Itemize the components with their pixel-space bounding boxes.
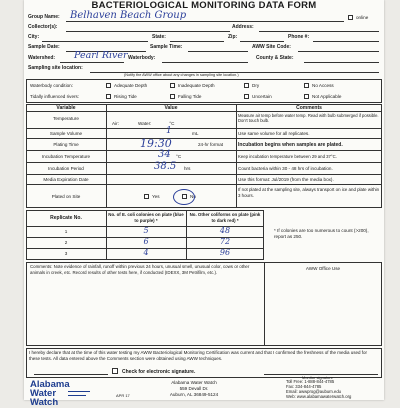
footer-web: Web: www.alabamawaterwatch.org [286,394,352,399]
row-inc-temp-unit: °C [176,154,182,159]
dry-label: Dry [252,83,260,88]
plated-no-label: No [190,194,196,199]
row-inc-period-value[interactable]: 38.5 [154,161,177,172]
header-value: Value [164,105,178,111]
header-variable: Variable [56,105,76,111]
certification-text: I hereby declare that at the time of this water testing my AWW Bacteriological Monitoring Certification was current and that I confirmed the freshness of the media used for these tests. All data entered above the Comments section were obtained using AWW techniques. [29,350,367,361]
uncertain-label: Uncertain [252,94,272,99]
rep-row-3-other[interactable]: 96 [219,248,231,257]
address-line[interactable] [259,31,379,32]
row-volume-variable: Sample Volume [49,131,83,136]
county-state-line[interactable] [304,62,379,63]
logo-wave-icon [68,395,86,396]
adequate-depth-checkbox[interactable] [106,83,111,88]
rep-row-1-other[interactable]: 48 [219,226,231,235]
footer-fax: Fax: 334-844-4785 [286,384,322,389]
rising-tide-label: Rising Tide [114,94,137,99]
footer-date-code: APR 17 [116,393,130,398]
table-header-rule [26,111,382,112]
row-plating-unit: 24-hr format [198,142,224,147]
address-label: Address: [232,24,254,30]
office-use-label: AWW Office Use [305,266,341,271]
notify-note: (Notify the AWW office about any changes in sampling site location.) [124,73,239,77]
rep-row-3-ecoli[interactable]: 4 [143,248,149,257]
form-title: BACTERIOLOGICAL MONITORING DATA FORM [91,0,317,11]
rep-header-no: Replicate No. [50,215,82,221]
adequate-depth-label: Adequate Depth [114,83,148,88]
sample-date-label: Sample Date: [28,44,60,50]
row-rule [26,174,382,175]
row-plated-variable: Plated on Site [51,194,81,199]
electronic-signature-label: Check for electronic signature. [122,369,196,375]
city-label: City: [28,34,40,40]
electronic-signature-checkbox[interactable] [112,368,118,374]
aww-site-code-line[interactable] [298,51,379,52]
row-temperature-comment: Measure air temp before water temp. Read with bulb submerged if possible. Don't touch bulb. [238,113,379,124]
footer-tollfree: Toll Free: 1-888-844-4785 [286,379,335,384]
monitor-signature-label: Monitor signature [302,375,333,380]
comments-instructions: Comments: Note evidence of rainfall, runoff within previous 24 hours, unusual smell, unusual color, cows or other animals in creek, etc. Record results of other tests here, if conducted (IDEXX, 3M Petrifilm, etc.). [30,264,250,275]
waterbody-line[interactable] [162,62,248,63]
row-rule [26,162,382,163]
uncertain-checkbox[interactable] [244,94,249,99]
row-inc-period-comment: Count bacteria within 30 - 48 hrs of incubation. [238,166,333,171]
zip-label: Zip: [228,34,238,40]
dry-checkbox[interactable] [244,83,249,88]
row-plating-comment: Incubation begins when samples are plated. [238,142,343,148]
footer-org: Alabama Water Watch [171,380,217,385]
row-rule [26,184,382,185]
rep-header-other: No. Other coliforms on plate (pink to dark red) * [189,212,261,223]
data-form-page [24,0,384,408]
rep-row-2-ecoli[interactable]: 6 [143,237,149,246]
rep-row-3-no: 3 [64,251,68,256]
waterbody-label: Waterbody: [128,55,156,61]
rep-row-1-ecoli[interactable]: 5 [143,226,149,235]
row-inc-period-unit: hrs [184,166,191,171]
table-divider-1 [106,104,107,208]
logo-wave-icon [68,391,90,392]
row-plating-variable: Plating Time [53,142,79,147]
collectors-line[interactable] [66,31,230,32]
row-inc-period-variable: Incubation Period [48,166,84,171]
watershed-line [60,62,124,63]
row-inc-temp-variable: Incubation Temperature [41,154,91,159]
logo-line-3: Watch [30,397,59,408]
row-media-comment: Use this format: Jul/2019 (from the media box). [238,177,334,182]
watershed-label: Watershed: [28,55,56,61]
signature-line[interactable] [34,374,108,375]
not-applicable-label: Not Applicable [312,94,342,99]
watershed-value[interactable]: Pearl River [74,50,128,61]
aww-site-code-label: AWW Site Code: [252,44,291,50]
row-inc-temp-value[interactable]: 34 [158,149,171,160]
group-name-line [66,21,344,22]
inadequate-depth-checkbox[interactable] [170,83,175,88]
footer-email: Email: awwprog@auburn.edu [286,389,341,394]
row-temperature-variable: Temperature [53,116,79,121]
sample-time-line[interactable] [188,51,248,52]
row-volume-unit: mL [192,131,199,136]
rep-row-1-no: 1 [64,229,68,234]
row-plated-comment: If not plated at the sampling site, always transport on ice and plate within 3 hours. [238,187,380,198]
footer-city: Auburn, AL 36849-5124 [169,392,219,397]
group-name-value[interactable]: Belhaven Beach Group [70,10,187,21]
rep-row-2-other[interactable]: 72 [219,237,231,246]
row-inc-temp-comment: Keep incubation temperature between 29 and 37°C. [238,154,337,159]
row-plating-value[interactable]: 19:30 [140,137,172,150]
state-line[interactable] [170,41,224,42]
falling-tide-checkbox[interactable] [170,94,175,99]
row-rule [26,138,382,139]
comments-divider [264,262,265,346]
row-volume-value[interactable]: 1 [166,126,172,136]
logo-line-2: Water [30,388,57,399]
sampling-site-location-label: Sampling site location: [28,65,83,71]
not-applicable-checkbox[interactable] [304,94,309,99]
no-access-checkbox[interactable] [304,83,309,88]
phone-label: Phone #: [288,34,310,40]
plated-yes-label: Yes [152,194,160,199]
online-label: online [356,15,369,20]
rep-header-ecoli: No. of E. coli colonies on plate (blue to purple) * [108,212,184,223]
collectors-label: Collector(s): [28,24,58,30]
waterbody-condition-label: Waterbody condition: [30,83,73,88]
phone-line[interactable] [313,41,379,42]
row-temperature-value[interactable]: Air: Water: °C [112,121,175,126]
replicates-note: * If colonies are too numerous to count (>200), report as 250. [274,228,369,239]
table-divider-2 [236,104,237,208]
zip-line[interactable] [240,41,284,42]
row-media-variable: Media Expiration Date [43,177,89,182]
tidal-label: Tidally influenced rivers: [30,94,80,99]
row-rule [26,128,382,129]
row-rule [26,150,382,151]
sample-time-label: Sample Time: [150,44,183,50]
rep-row-2-no: 2 [64,240,68,245]
city-line[interactable] [42,41,148,42]
footer-street: 559 Devall Dr. [179,386,209,391]
group-name-label: Group Name: [28,14,60,20]
rising-tide-checkbox[interactable] [106,94,111,99]
state-label: State: [152,34,166,40]
no-circled-mark [173,189,195,205]
plated-yes-checkbox[interactable] [144,194,149,199]
header-comments: Comments [296,105,322,111]
row-volume-comment: Use same volume for all replicates. [238,131,310,136]
no-access-label: No Access [312,83,334,88]
inadequate-depth-label: Inadequate Depth [178,83,215,88]
falling-tide-label: Falling Tide [178,94,202,99]
county-state-label: County & State: [256,55,294,61]
online-checkbox[interactable] [348,15,353,20]
logo-line-1: Alabama [30,379,70,390]
